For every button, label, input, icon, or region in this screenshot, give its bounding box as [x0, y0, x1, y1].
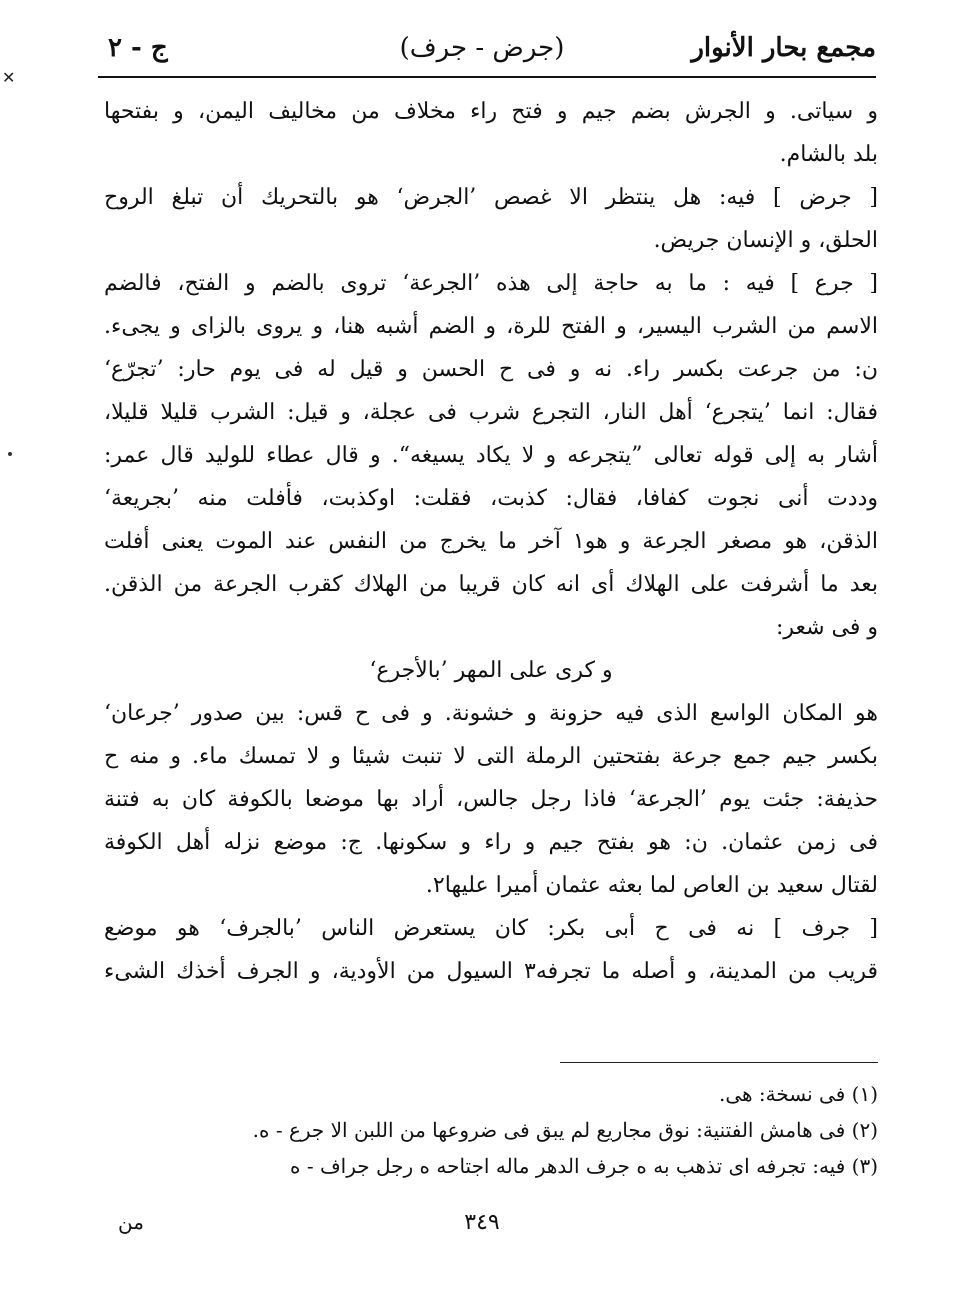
footnote-rule	[560, 1062, 878, 1063]
text-line: لقتال سعيد بن العاص لما بعثه عثمان أميرا عليها٢.	[425, 873, 878, 898]
entry-jarf: [ جرف ] نه فى ح أبى بكر: كان يستعرض الناس ’بالجرف‘ هو موضع	[104, 916, 878, 941]
entry-range: (جرض - جرف)	[399, 33, 565, 63]
text-line: حذيفة: جئت يوم ’الجرعة‘ فاذا رجل جالس، أراد بها موضعا بالكوفة كان به فتنة	[104, 787, 878, 812]
catchword: من	[118, 1210, 144, 1234]
text-line: أشار به إلى قوله تعالى ”يتجرعه و لا يكاد يسيغه“. و قال عطاء للوليد قال عمر:	[104, 443, 878, 468]
text-line: فقال: انما ’يتجرع‘ أهل النار، التجرع شرب فى عجلة، و قيل: الشرب قليلا قليلا،	[104, 400, 878, 425]
text-line: ن: من جرعت بكسر راء. نه و فى ح الحسن و قيل له فى يوم حار: ’تجرّع‘	[104, 357, 878, 382]
volume-number: ج - ٢	[108, 33, 168, 63]
text-line: فى زمن عثمان. ن: هو بفتح جيم و راء و سكونها. ج: موضع نزله أهل الكوفة	[104, 830, 878, 855]
entry-jarad: [ جرض ] فيه: هل ينتظر الا غصص ’الجرض‘ هو بالتحريك أن تبلغ الروح	[104, 185, 878, 210]
text-line: قريب من المدينة، و أصله ما تجرفه٣ السيول من الأودية، و الجرف أخذك الشىء	[104, 959, 878, 984]
text-line: و سياتى. و الجرش بضم جيم و فتح راء مخلاف من مخاليف اليمن، و بفتحها	[104, 99, 878, 124]
text-line: وددت أنى نجوت كفافا، فقال: كذبت، فقلت: اوكذبت، فأفلت منه ’بجريعة‘	[104, 486, 878, 511]
margin-mark: ✕	[2, 68, 16, 87]
main-text	[104, 90, 878, 993]
footnotes	[104, 1076, 878, 1184]
text-line: بكسر جيم جمع جرعة بفتحتين الرملة التى لا تنبت شيئا و لا تمسك ماء. و منه ح	[104, 744, 878, 769]
text-line: بعد ما أشرفت على الهلاك أى انه كان قريبا من الهلاك كقرب الجرعة من الذقن.	[104, 572, 878, 597]
page-number: ٣٤٩	[464, 1210, 500, 1235]
text-line: الذقن، هو مصغر الجرعة و هو١ آخر ما يخرج من النفس عند الموت يعنى أفلت	[104, 529, 878, 554]
text-line: بلد بالشام.	[779, 142, 878, 167]
book-title: مجمع بحار الأنوار	[691, 33, 876, 63]
entry-jara: [ جرع ] فيه : ما به حاجة إلى هذه ’الجرعة‘ تروى بالضم و الفتح، فالضم	[104, 271, 878, 296]
header-rule	[98, 76, 876, 78]
margin-dot	[8, 452, 12, 456]
verse-line: و كرى على المهر ’بالأجرع‘	[369, 658, 613, 683]
text-line: هو المكان الواسع الذى فيه حزونة و خشونة. و فى ح قس: بين صدور ’جرعان‘	[104, 701, 878, 726]
text-line: و فى شعر:	[775, 615, 878, 640]
footnote-2: (٢) فى هامش الفتنية: نوق مجاريع لم يبق فى ضروعها من اللبن الا جرع - ه.	[252, 1118, 878, 1142]
text-line: الاسم من الشرب اليسير، و الفتح للرة، و الضم أشبه هنا، و يروى بالزاى و يجىء.	[104, 314, 878, 339]
footnote-1: (١) فى نسخة: هى.	[718, 1082, 878, 1106]
footnote-3: (٣) فيه: تجرفه اى تذهب به ه جرف الدهر ماله اجتاحه ه رجل جراف - ه	[290, 1154, 878, 1178]
text-line: الحلق، و الإنسان جريض.	[653, 228, 878, 253]
